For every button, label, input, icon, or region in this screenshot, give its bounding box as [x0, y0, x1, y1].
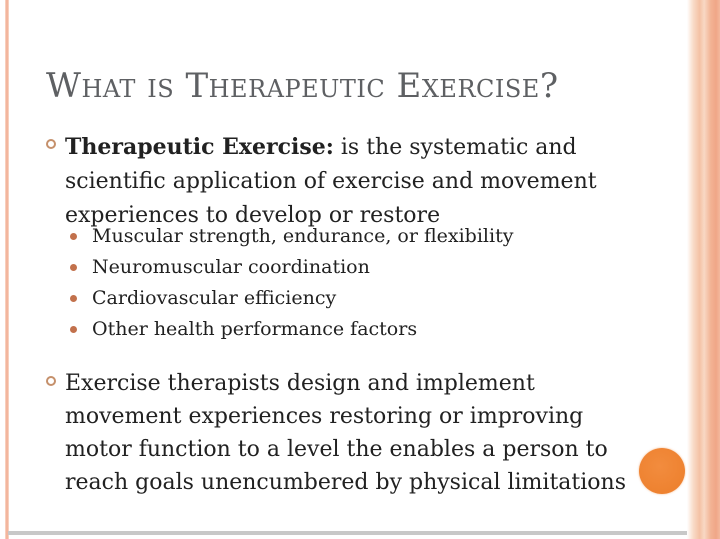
bottom-divider-line — [8, 531, 687, 535]
bullet-line: motor function to a level the enables a person to — [65, 437, 608, 462]
bullet-item-therapeutic-exercise — [46, 130, 597, 233]
bullet-line: experiences to develop or restore — [65, 203, 441, 228]
bullet-line: scientific application of exercise and movement — [65, 169, 597, 194]
bullet-text — [65, 130, 597, 233]
left-accent-line — [5, 0, 9, 539]
bullet-line-rest: is the systematic and — [333, 135, 577, 160]
bullet-text — [65, 367, 626, 499]
sub-bullet-label: Muscular strength, endurance, or flexibility — [92, 225, 514, 247]
bullet-dot-icon — [70, 295, 77, 302]
sub-bullet-label: Other health performance factors — [92, 318, 418, 340]
sub-bullet-item — [70, 283, 513, 314]
bullet-item-exercise-therapists — [46, 367, 626, 499]
bullet-dot-icon — [70, 264, 77, 271]
bullet-line: Exercise therapists design and implement — [65, 371, 535, 396]
bullet-line — [65, 130, 597, 165]
sub-bullet-item — [70, 252, 513, 283]
decorative-circle — [639, 448, 685, 494]
bullet-line: movement experiences restoring or improving — [65, 404, 584, 429]
bullet-ring-icon — [46, 376, 56, 386]
sub-bullet-label: Neuromuscular coordination — [92, 256, 370, 278]
slide-title: What is Therapeutic Exercise? — [46, 66, 559, 106]
right-accent-strip — [687, 0, 720, 539]
bullet-dot-icon — [70, 233, 77, 240]
sub-bullet-list — [70, 221, 513, 345]
sub-bullet-label: Cardiovascular efficiency — [92, 287, 337, 309]
bullet-dot-icon — [70, 326, 77, 333]
sub-bullet-item — [70, 314, 513, 345]
bullet-line: reach goals unencumbered by physical limitations — [65, 470, 626, 495]
bullet-ring-icon — [46, 139, 56, 149]
sub-bullet-item — [70, 221, 513, 252]
bullet-lead-bold: Therapeutic Exercise: — [65, 134, 334, 160]
